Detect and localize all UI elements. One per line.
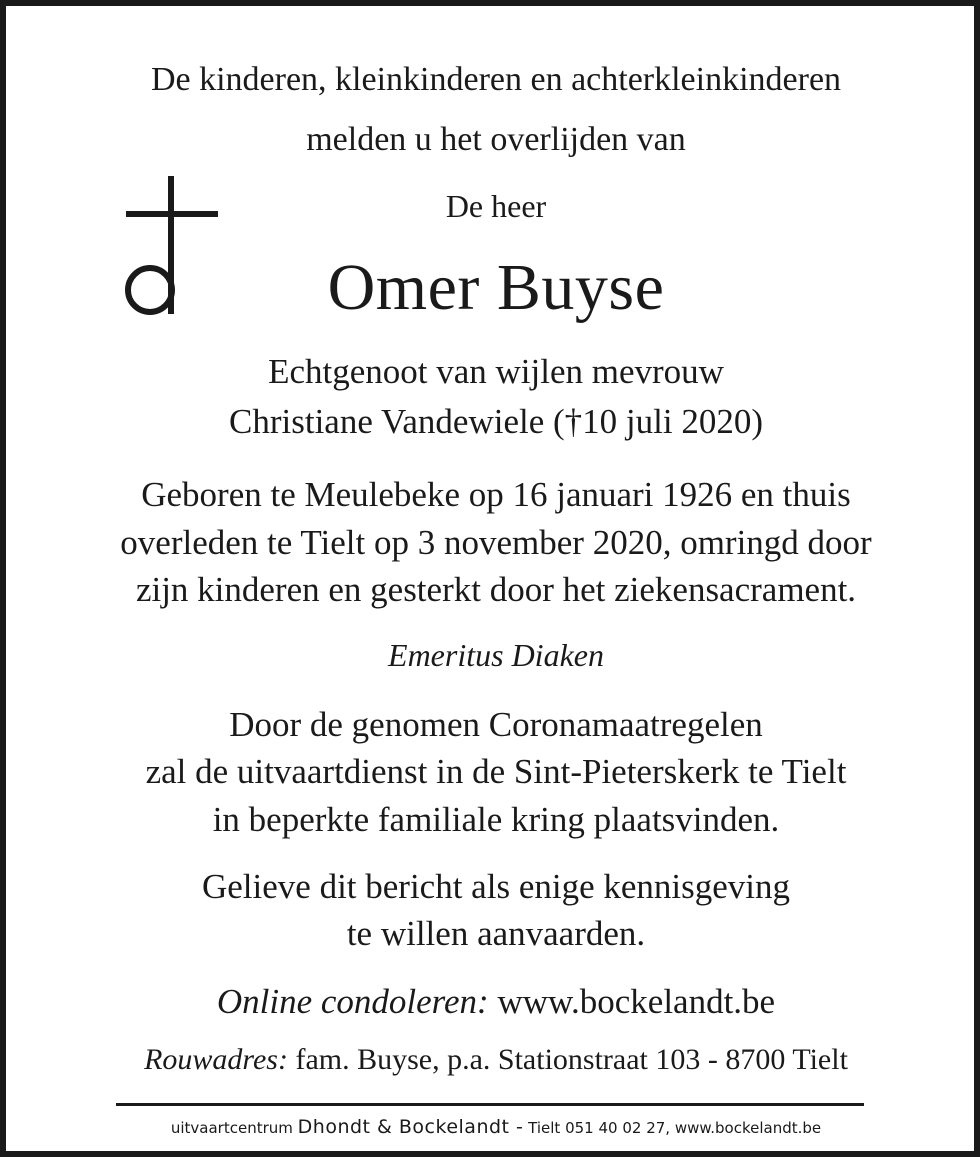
notice-line-1: Gelieve dit bericht als enige kennisgeving [201, 867, 790, 906]
service-line-1: Door de genomen Coronamaatregelen [229, 705, 763, 744]
service-line-2: zal de uitvaartdienst in de Sint-Pieterskerk te Tielt [145, 752, 847, 791]
footer-prefix: uitvaartcentrum [170, 1119, 293, 1137]
spouse-line-1: Echtgenoot van wijlen mevrouw [268, 352, 724, 391]
condolence-label: Online condoleren: [216, 982, 489, 1021]
footer-company: Dhondt & Bockelandt - [297, 1116, 524, 1138]
salutation: De heer [445, 188, 547, 224]
footer-contact: Tielt 051 40 02 27, www.bockelandt.be [528, 1119, 822, 1137]
address-line [6, 1042, 980, 1078]
intro-line-1: De kinderen, kleinkinderen en achterkleinkinderen [150, 61, 842, 98]
footer [6, 1116, 980, 1139]
address-value: fam. Buyse, p.a. Stationstraat 103 - 8700 Tielt [295, 1043, 848, 1076]
condolence-line [6, 981, 980, 1023]
life-line-1: Geboren te Meulebeke op 16 januari 1926 en thuis [141, 475, 851, 514]
life-line-2: overleden te Tielt op 3 november 2020, omringd door [120, 523, 872, 562]
service-line-3: in beperkte familiale kring plaatsvinden. [212, 800, 780, 839]
address-label: Rouwadres: [144, 1043, 288, 1076]
divider [116, 1103, 864, 1106]
deceased-name: Omer Buyse [327, 251, 665, 324]
title-line: Emeritus Diaken [388, 637, 604, 673]
notice-line-2: te willen aanvaarden. [346, 914, 646, 953]
life-line-3: zijn kinderen en gesterkt door het ziekensacrament. [135, 570, 857, 609]
condolence-url[interactable]: www.bockelandt.be [497, 982, 776, 1021]
spouse-line-2: Christiane Vandewiele (†10 juli 2020) [229, 402, 763, 441]
intro-line-2: melden u het overlijden van [306, 121, 686, 158]
